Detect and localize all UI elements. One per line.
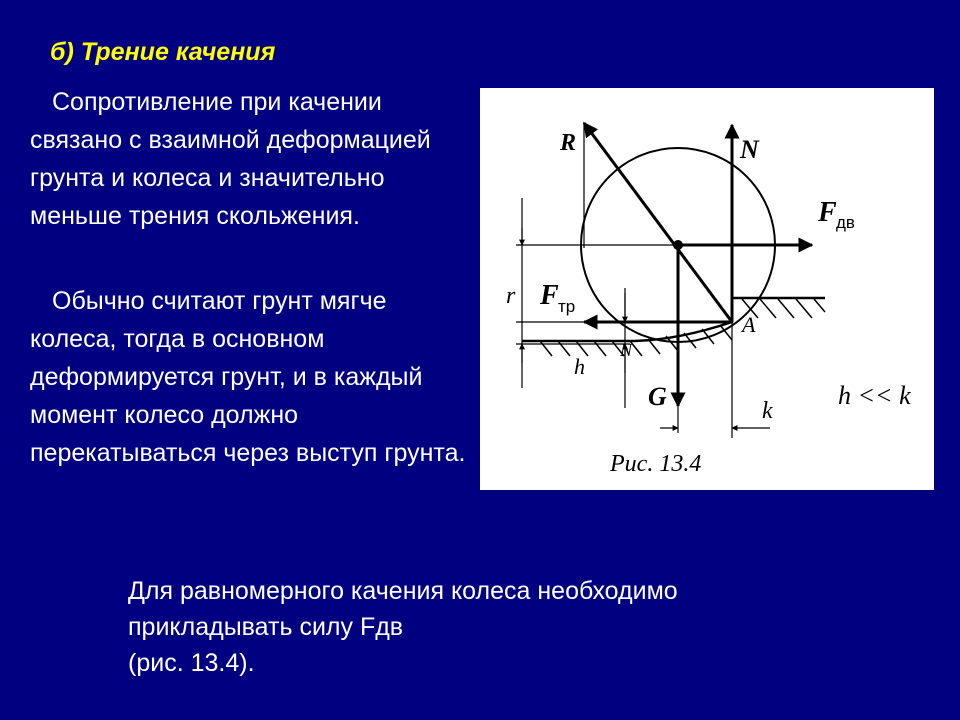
bottom-note-line-3: (рис. 13.4). xyxy=(128,649,255,677)
rolling-friction-diagram xyxy=(480,88,934,490)
bottom-note-line-2: прикладывать силу Fдв xyxy=(128,613,404,641)
label-G: G xyxy=(648,382,667,411)
figure-13-4 xyxy=(480,88,934,490)
label-small-N: N xyxy=(620,340,633,360)
label-k: k xyxy=(762,398,773,424)
label-F-dv: F xyxy=(818,197,837,228)
bottom-note xyxy=(128,573,678,681)
label-N: N xyxy=(740,135,759,164)
label-F-dv-subscript: дв xyxy=(836,213,855,232)
label-A: A xyxy=(742,312,756,337)
bottom-note-line-1: Для равномерного качения колеса необходимо xyxy=(128,577,678,605)
label-F-tr-subscript: тр xyxy=(558,297,576,316)
section-heading: б) Трение качения xyxy=(50,38,276,66)
label-R: R xyxy=(560,130,577,156)
label-r: r xyxy=(506,283,516,309)
figure-caption: Рис. 13.4 xyxy=(610,451,702,477)
paragraph-resistance: Сопротивление при качении связано с взаимной деформацией грунта и колеса и значительно меньше трения скольжения. xyxy=(30,88,431,230)
ground-hatching xyxy=(540,299,825,356)
label-F-tr: F xyxy=(540,280,559,311)
label-h-much-less-k: h << k xyxy=(838,381,911,410)
label-h: h xyxy=(574,354,585,379)
paragraph-soft-ground: Обычно считают грунт мягче колеса, тогда в основном деформируется грунт, и в каждый момент колесо должно перекатываться через выступ грунта. xyxy=(30,287,466,467)
